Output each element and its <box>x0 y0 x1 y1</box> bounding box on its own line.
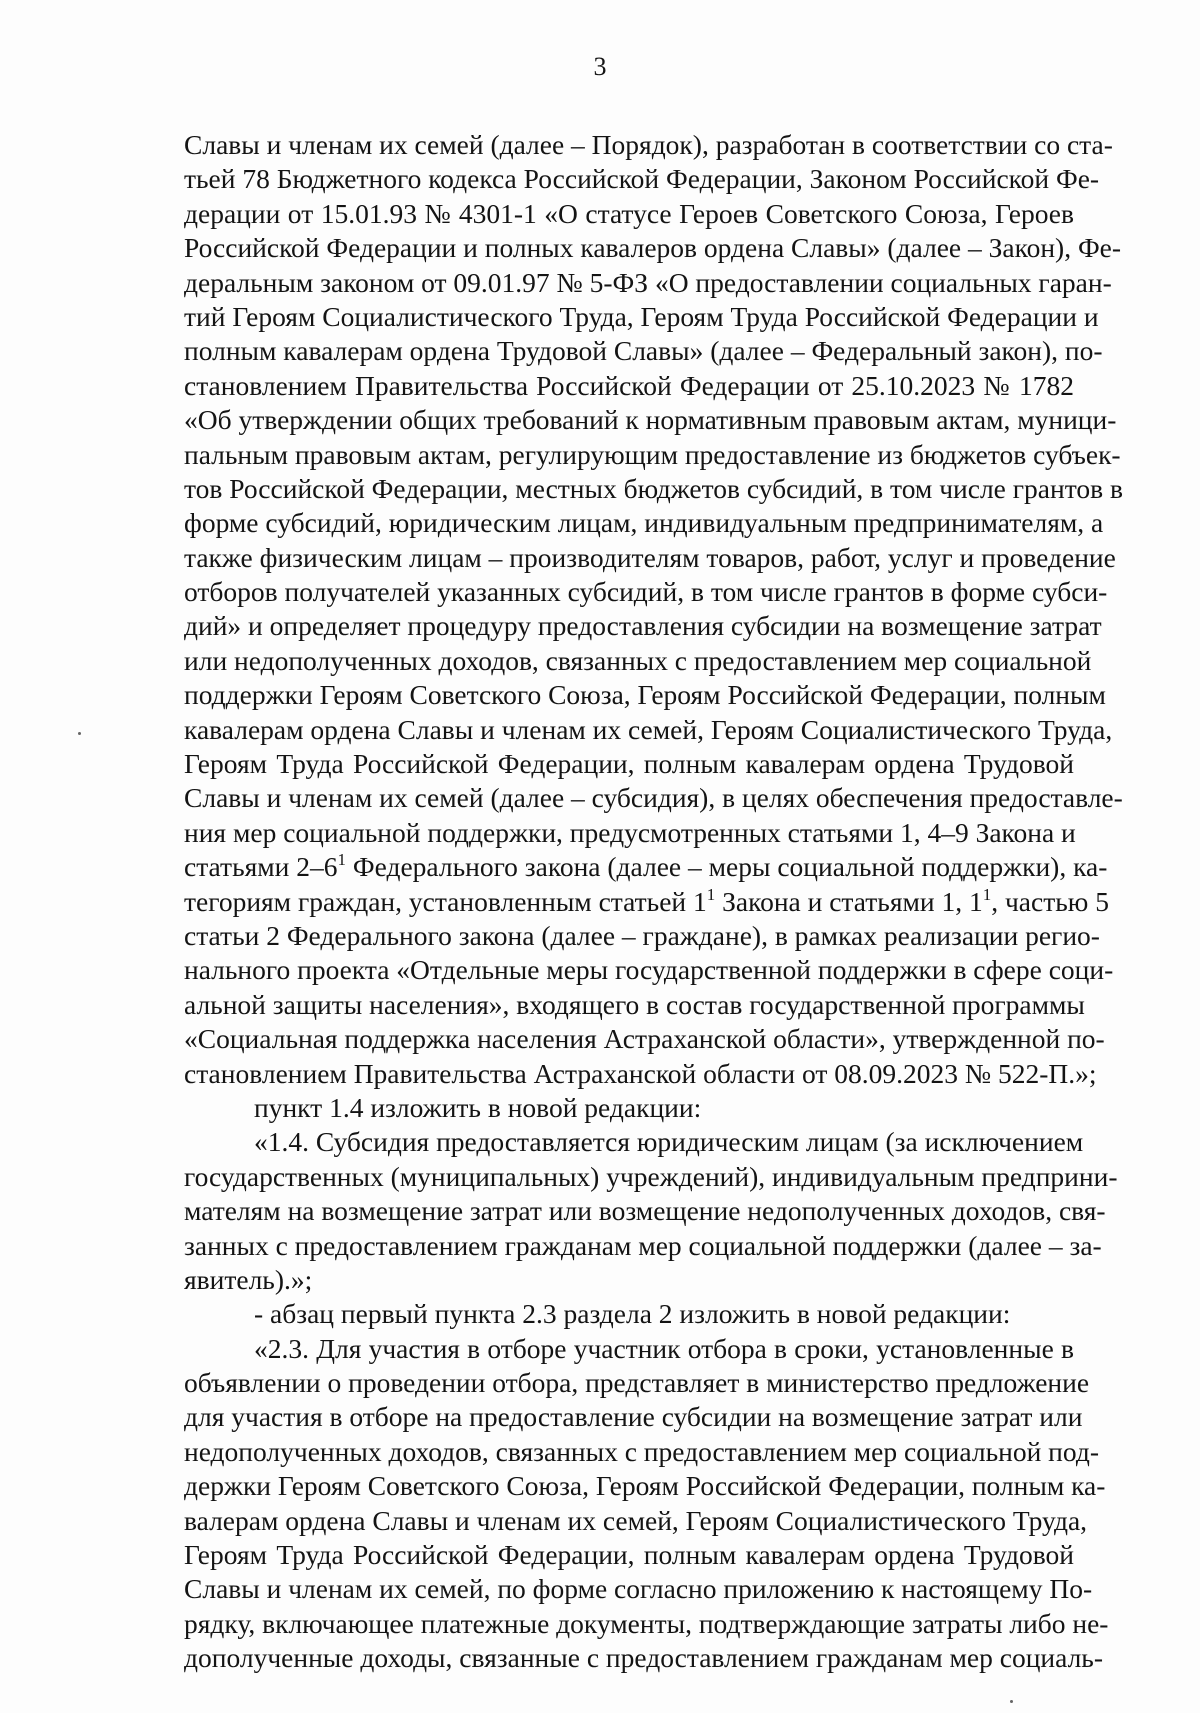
text-segment: Федерального закона (далее – меры социальной поддержки), ка- <box>346 851 1108 883</box>
text-line <box>184 1022 1105 1056</box>
text-line <box>184 1297 1074 1331</box>
text-line <box>184 334 1103 368</box>
text-segment: тьей 78 Бюджетного кодекса Российской Федерации, Законом Российской Фе- <box>184 163 1100 195</box>
text-line <box>184 1400 1083 1434</box>
text-segment: тов Российской Федерации, местных бюджетов субсидий, в том числе грантов в <box>184 472 1123 504</box>
text-segment: полным кавалерам ордена Трудовой Славы» (далее – Федеральный закон), по- <box>184 335 1103 367</box>
superscript: 1 <box>982 884 992 904</box>
text-line <box>184 1469 1106 1503</box>
text-segment: - абзац первый пункта 2.3 раздела 2 изложить в новой редакции: <box>254 1298 1011 1330</box>
text-segment: кавалерам ордена Славы и членам их семей, Героям Социалистического Труда, <box>184 713 1113 745</box>
text-line <box>184 1125 1084 1159</box>
text-line <box>184 1332 1074 1366</box>
text-segment: «1.4. Субсидия предоставляется юридическим лицам (за исключением <box>254 1126 1084 1158</box>
text-line <box>184 1263 1074 1297</box>
text-segment: пункт 1.4 изложить в новой редакции: <box>254 1091 702 1123</box>
text-line <box>184 919 1100 953</box>
text-line <box>184 231 1122 265</box>
text-line <box>184 609 1102 643</box>
text-line <box>184 1057 1097 1091</box>
text-segment: Закона и статьями 1, 1 <box>715 885 983 917</box>
text-line <box>184 472 1123 506</box>
text-segment: Героям Труда Российской Федерации, полным кавалерам ордена Трудовой <box>184 748 1074 780</box>
text-line <box>184 541 1116 575</box>
text-line <box>184 1607 1109 1641</box>
text-line <box>184 1091 1074 1125</box>
text-line <box>184 644 1092 678</box>
text-segment: отборов получателей указанных субсидий, в том числе грантов в форме субси- <box>184 576 1108 608</box>
text-segment: форме субсидий, юридическим лицам, индивидуальным предпринимателям, а <box>184 507 1104 539</box>
text-line <box>184 816 1074 850</box>
text-segment: тегориям граждан, установленным статьей 1 <box>184 885 707 917</box>
text-segment: статьи 2 Федерального закона (далее – граждане), в рамках реализации регио- <box>184 919 1100 951</box>
text-line <box>184 197 1074 231</box>
text-segment: ния мер социальной поддержки, предусмотренных статьями 1, 4–9 Закона и <box>184 816 1076 848</box>
body-text <box>184 128 1123 1676</box>
text-line <box>184 1504 1088 1538</box>
text-line <box>184 1538 1074 1572</box>
text-segment: дий» и определяет процедуру предоставления субсидии на возмещение затрат <box>184 610 1102 642</box>
text-line <box>184 1435 1099 1469</box>
text-line <box>184 713 1113 747</box>
text-line <box>184 438 1121 472</box>
text-line <box>184 1194 1106 1228</box>
text-line <box>184 575 1108 609</box>
text-line <box>184 162 1100 196</box>
text-segment: для участия в отборе на предоставление субсидии на возмещение затрат или <box>184 1401 1083 1433</box>
text-segment: рядку, включающее платежные документы, подтверждающие затраты либо не- <box>184 1607 1109 1639</box>
text-line <box>184 1229 1102 1263</box>
page-number: 3 <box>593 52 607 81</box>
text-line <box>184 988 1085 1022</box>
text-line <box>184 128 1113 162</box>
text-segment: Славы и членам их семей (далее – Порядок), разработан в соответствии со ста- <box>184 129 1113 160</box>
text-segment: становлением Правительства Астраханской области от 08.09.2023 № 522-П.»; <box>184 1057 1097 1089</box>
superscript: 1 <box>337 850 347 870</box>
text-line <box>184 1160 1118 1194</box>
text-segment: держки Героям Советского Союза, Героям Российской Федерации, полным ка- <box>184 1470 1106 1502</box>
text-line <box>184 506 1104 540</box>
text-line <box>184 678 1106 712</box>
text-line <box>184 369 1074 403</box>
text-segment: Славы и членам их семей (далее – субсидия), в целях обеспечения предоставле- <box>184 782 1123 814</box>
text-segment: объявлении о проведении отбора, представляет в министерство предложение <box>184 1367 1090 1399</box>
text-segment: «Социальная поддержка населения Астраханской области», утвержденной по- <box>184 1023 1105 1055</box>
text-segment: дополученные доходы, связанные с предоставлением гражданам мер социаль- <box>184 1642 1103 1674</box>
text-segment: Героям Труда Российской Федерации, полным кавалерам ордена Трудовой <box>184 1539 1074 1571</box>
text-line <box>184 781 1123 815</box>
text-segment: поддержки Героям Советского Союза, Героям Российской Федерации, полным <box>184 679 1106 711</box>
text-segment: мателям на возмещение затрат или возмещение недополученных доходов, свя- <box>184 1195 1106 1227</box>
text-line <box>184 747 1074 781</box>
text-segment: «Об утверждении общих требований к нормативным правовым актам, муници- <box>184 404 1117 436</box>
text-segment: Российской Федерации и полных кавалеров ордена Славы» (далее – Закон), Фе- <box>184 232 1122 264</box>
text-segment: государственных (муниципальных) учреждений), индивидуальным предприни- <box>184 1160 1118 1192</box>
text-line <box>184 1572 1093 1606</box>
text-segment: пальным правовым актам, регулирующим предоставление из бюджетов субъек- <box>184 438 1121 470</box>
text-line <box>184 403 1117 437</box>
superscript: 1 <box>706 884 716 904</box>
text-segment: , частью 5 <box>991 885 1109 917</box>
text-line <box>184 266 1112 300</box>
text-segment: также физическим лицам – производителям товаров, работ, услуг и проведение <box>184 541 1116 573</box>
text-line <box>184 884 1109 919</box>
text-segment: дерации от 15.01.93 № 4301-1 «О статусе Героев Советского Союза, Героев <box>184 197 1074 229</box>
text-line <box>184 850 1108 884</box>
text-segment: тий Героям Социалистического Труда, Героям Труда Российской Федерации и <box>184 300 1099 332</box>
text-segment: недополученных доходов, связанных с предоставлением мер социальной под- <box>184 1435 1099 1467</box>
text-segment: становлением Правительства Российской Федерации от 25.10.2023 № 1782 <box>184 369 1074 401</box>
text-segment: альной защиты населения», входящего в состав государственной программы <box>184 988 1085 1020</box>
scan-speck <box>78 732 81 735</box>
text-segment: или недополученных доходов, связанных с предоставлением мер социальной <box>184 644 1092 676</box>
text-segment: деральным законом от 09.01.97 № 5-ФЗ «О предоставлении социальных гаран- <box>184 266 1112 298</box>
text-segment: статьями 2–6 <box>184 851 338 883</box>
text-segment: валерам ордена Славы и членам их семей, Героям Социалистического Труда, <box>184 1504 1088 1536</box>
scan-speck <box>1010 1700 1013 1703</box>
text-line <box>184 953 1114 987</box>
text-line <box>184 1641 1103 1675</box>
text-segment: нального проекта «Отдельные меры государственной поддержки в сфере соци- <box>184 954 1114 986</box>
text-line <box>184 1366 1090 1400</box>
text-segment: Славы и членам их семей, по форме согласно приложению к настоящему По- <box>184 1573 1093 1605</box>
text-segment: «2.3. Для участия в отборе участник отбора в сроки, установленные в <box>254 1332 1074 1364</box>
text-segment: явитель).»; <box>184 1263 313 1295</box>
text-segment: занных с предоставлением гражданам мер социальной поддержки (далее – за- <box>184 1229 1102 1261</box>
text-line <box>184 300 1099 334</box>
